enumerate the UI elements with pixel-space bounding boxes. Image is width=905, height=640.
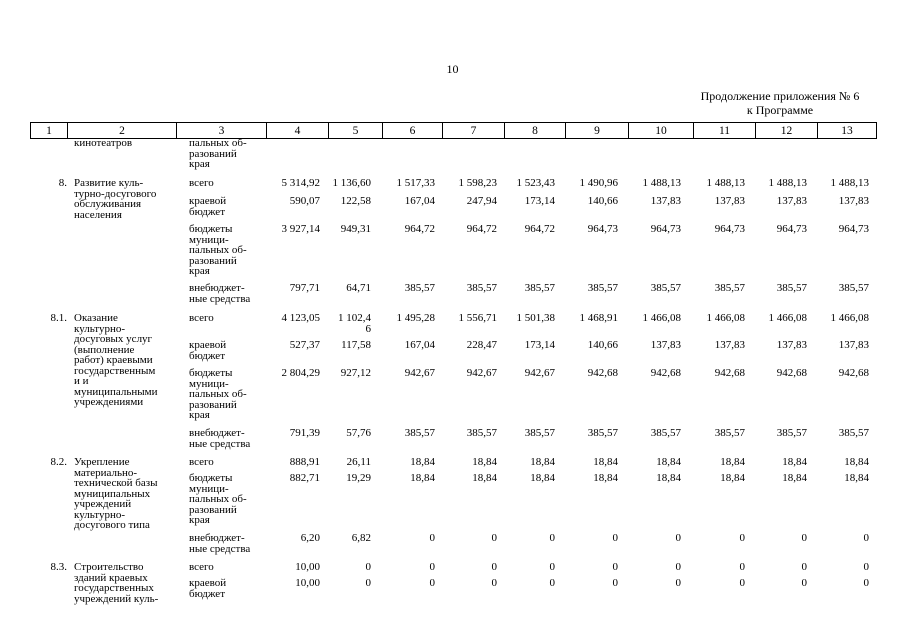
funding-source: всего [189,312,214,324]
value-cell-col-9: 385,57 [587,427,618,439]
value-cell-col-11: 1 488,13 [706,177,745,189]
value-cell-col-13: 0 [863,561,869,573]
value-cell-col-7: 0 [491,532,497,544]
funding-source: всего [189,561,214,573]
value-cell-col-8: 942,67 [524,367,555,379]
value-cell-col-10: 1 488,13 [642,177,681,189]
header-cell-11: 11 [694,123,756,139]
value-cell-col-11: 0 [739,532,745,544]
row-number: 8. [58,177,67,189]
header-cell-6: 6 [383,123,443,139]
activity-name: Оказание культурно- досуговых услуг (выполнение работ) краевыми государственным и и муниципальными учреждениями [74,312,158,408]
value-cell-col-9: 0 [612,532,618,544]
value-cell-col-10: 0 [675,561,681,573]
value-cell-col-6: 385,57 [404,282,435,294]
value-cell-col-9: 964,73 [587,223,618,235]
value-cell-col-6: 167,04 [404,339,435,351]
value-cell-col-10: 18,84 [656,472,681,484]
header-cell-1: 1 [31,123,68,139]
activity-name: кинотеатров [74,137,133,149]
value-cell-col-10: 1 466,08 [642,312,681,324]
value-cell-col-8: 1 523,43 [516,177,555,189]
value-cell-col-9: 942,68 [587,367,618,379]
value-cell-col-6: 167,04 [404,195,435,207]
value-cell-col-6: 18,84 [410,456,435,468]
funding-source: внебюджет- ные средства [189,282,251,305]
value-cell-col-8: 964,72 [524,223,555,235]
value-cell-col-11: 964,73 [714,223,745,235]
value-cell-col-12: 942,68 [776,367,807,379]
value-cell-col-4: 10,00 [295,577,320,589]
value-cell-col-13: 942,68 [838,367,869,379]
value-cell-col-11: 0 [739,577,745,589]
value-cell-col-11: 18,84 [720,472,745,484]
value-cell-col-7: 0 [491,561,497,573]
value-cell-col-5: 64,71 [346,282,371,294]
header-cell-3: 3 [177,123,267,139]
activity-name: Строительство зданий краевых государственных учреждений куль- [74,561,159,605]
value-cell-col-11: 0 [739,561,745,573]
value-cell-col-10: 137,83 [650,339,681,351]
value-cell-col-6: 1 495,28 [396,312,435,324]
activity-name: Развитие куль- турно-досугового обслуживания населения [74,177,157,221]
value-cell-col-13: 1 488,13 [830,177,869,189]
value-cell-col-13: 137,83 [838,339,869,351]
value-cell-col-8: 173,14 [524,339,555,351]
value-cell-col-6: 0 [429,577,435,589]
value-cell-col-8: 18,84 [530,472,555,484]
value-cell-col-5: 57,76 [346,427,371,439]
value-cell-col-6: 385,57 [404,427,435,439]
value-cell-col-12: 137,83 [776,195,807,207]
value-cell-col-4: 4 123,05 [281,312,320,324]
funding-source: краевой бюджет [189,577,227,600]
funding-source: краевой бюджет [189,339,227,362]
value-cell-col-8: 0 [549,532,555,544]
value-cell-col-6: 0 [429,532,435,544]
value-cell-col-7: 18,84 [472,472,497,484]
header-cell-8: 8 [505,123,566,139]
value-cell-col-5: 1 102,4 6 [338,312,371,335]
funding-source: бюджеты муници- пальных об- разований края [189,367,247,421]
value-cell-col-4: 791,39 [289,427,320,439]
value-cell-col-4: 527,37 [289,339,320,351]
value-cell-col-13: 1 466,08 [830,312,869,324]
value-cell-col-11: 385,57 [714,282,745,294]
value-cell-col-9: 18,84 [593,456,618,468]
value-cell-col-10: 942,68 [650,367,681,379]
value-cell-col-4: 2 804,29 [281,367,320,379]
value-cell-col-10: 0 [675,577,681,589]
value-cell-col-9: 140,66 [587,339,618,351]
value-cell-col-9: 0 [612,577,618,589]
value-cell-col-10: 385,57 [650,427,681,439]
value-cell-col-7: 1 598,23 [458,177,497,189]
value-cell-col-10: 0 [675,532,681,544]
value-cell-col-13: 18,84 [844,456,869,468]
value-cell-col-13: 137,83 [838,195,869,207]
value-cell-col-6: 0 [429,561,435,573]
value-cell-col-10: 385,57 [650,282,681,294]
value-cell-col-13: 0 [863,532,869,544]
row-number: 8.1. [50,312,67,324]
value-cell-col-11: 942,68 [714,367,745,379]
row-number: 8.2. [50,456,67,468]
value-cell-col-13: 0 [863,577,869,589]
value-cell-col-5: 0 [365,561,371,573]
value-cell-col-5: 927,12 [340,367,371,379]
value-cell-col-8: 385,57 [524,427,555,439]
value-cell-col-4: 3 927,14 [281,223,320,235]
value-cell-col-9: 0 [612,561,618,573]
header-cell-5: 5 [329,123,383,139]
value-cell-col-8: 385,57 [524,282,555,294]
continuation-line-1: Продолжение приложения № 6 [700,89,860,103]
header-cell-7: 7 [443,123,505,139]
value-cell-col-9: 140,66 [587,195,618,207]
value-cell-col-6: 964,72 [404,223,435,235]
value-cell-col-8: 18,84 [530,456,555,468]
value-cell-col-4: 10,00 [295,561,320,573]
value-cell-col-6: 1 517,33 [396,177,435,189]
value-cell-col-13: 385,57 [838,427,869,439]
value-cell-col-6: 942,67 [404,367,435,379]
value-cell-col-7: 385,57 [466,282,497,294]
funding-source: всего [189,456,214,468]
funding-source: пальных об- разований края [189,137,247,170]
value-cell-col-5: 949,31 [340,223,371,235]
value-cell-col-8: 0 [549,561,555,573]
value-cell-col-5: 117,58 [341,339,371,351]
header-cell-12: 12 [756,123,818,139]
header-cell-2: 2 [68,123,177,139]
funding-source: краевой бюджет [189,195,227,218]
page-number: 10 [446,62,459,76]
value-cell-col-12: 0 [801,577,807,589]
value-cell-col-5: 19,29 [346,472,371,484]
funding-source: бюджеты муници- пальных об- разований края [189,472,247,526]
value-cell-col-12: 385,57 [776,282,807,294]
value-cell-col-9: 1 490,96 [579,177,618,189]
value-cell-col-8: 173,14 [524,195,555,207]
row-number: 8.3. [50,561,67,573]
value-cell-col-7: 228,47 [466,339,497,351]
value-cell-col-11: 137,83 [714,195,745,207]
value-cell-col-6: 18,84 [410,472,435,484]
value-cell-col-12: 964,73 [776,223,807,235]
value-cell-col-12: 18,84 [782,472,807,484]
value-cell-col-4: 882,71 [289,472,320,484]
header-cell-13: 13 [818,123,877,139]
value-cell-col-12: 0 [801,532,807,544]
value-cell-col-11: 385,57 [714,427,745,439]
value-cell-col-8: 1 501,38 [516,312,555,324]
funding-source: внебюджет- ные средства [189,532,251,555]
value-cell-col-5: 122,58 [340,195,371,207]
value-cell-col-7: 1 556,71 [458,312,497,324]
value-cell-col-4: 590,07 [289,195,320,207]
value-cell-col-12: 137,83 [776,339,807,351]
funding-source: внебюджет- ные средства [189,427,251,450]
header-cell-10: 10 [629,123,694,139]
value-cell-col-9: 18,84 [593,472,618,484]
header-cell-9: 9 [566,123,629,139]
value-cell-col-5: 26,11 [346,456,371,468]
value-cell-col-12: 18,84 [782,456,807,468]
value-cell-col-13: 18,84 [844,472,869,484]
value-cell-col-4: 797,71 [289,282,320,294]
value-cell-col-11: 137,83 [714,339,745,351]
value-cell-col-9: 385,57 [587,282,618,294]
header-cell-4: 4 [267,123,329,139]
value-cell-col-11: 1 466,08 [706,312,745,324]
value-cell-col-4: 5 314,92 [281,177,320,189]
value-cell-col-12: 0 [801,561,807,573]
value-cell-col-8: 0 [549,577,555,589]
value-cell-col-7: 0 [491,577,497,589]
value-cell-col-5: 0 [365,577,371,589]
value-cell-col-9: 1 468,91 [579,312,618,324]
value-cell-col-7: 247,94 [466,195,497,207]
value-cell-col-12: 1 488,13 [768,177,807,189]
value-cell-col-5: 6,82 [351,532,371,544]
value-cell-col-11: 18,84 [720,456,745,468]
value-cell-col-4: 888,91 [289,456,320,468]
continuation-line-2: к Программе [746,103,814,117]
value-cell-col-5: 1 136,60 [332,177,371,189]
activity-name: Укрепление материально- технической базы муниципальных учреждений культурно- досугового типа [74,456,158,531]
value-cell-col-13: 385,57 [838,282,869,294]
value-cell-col-13: 964,73 [838,223,869,235]
value-cell-col-7: 964,72 [466,223,497,235]
value-cell-col-7: 385,57 [466,427,497,439]
value-cell-col-10: 137,83 [650,195,681,207]
value-cell-col-10: 964,73 [650,223,681,235]
value-cell-col-7: 18,84 [472,456,497,468]
value-cell-col-12: 1 466,08 [768,312,807,324]
value-cell-col-4: 6,20 [300,532,320,544]
funding-source: бюджеты муници- пальных об- разований края [189,223,247,277]
value-cell-col-12: 385,57 [776,427,807,439]
value-cell-col-7: 942,67 [466,367,497,379]
funding-source: всего [189,177,214,189]
value-cell-col-10: 18,84 [656,456,681,468]
